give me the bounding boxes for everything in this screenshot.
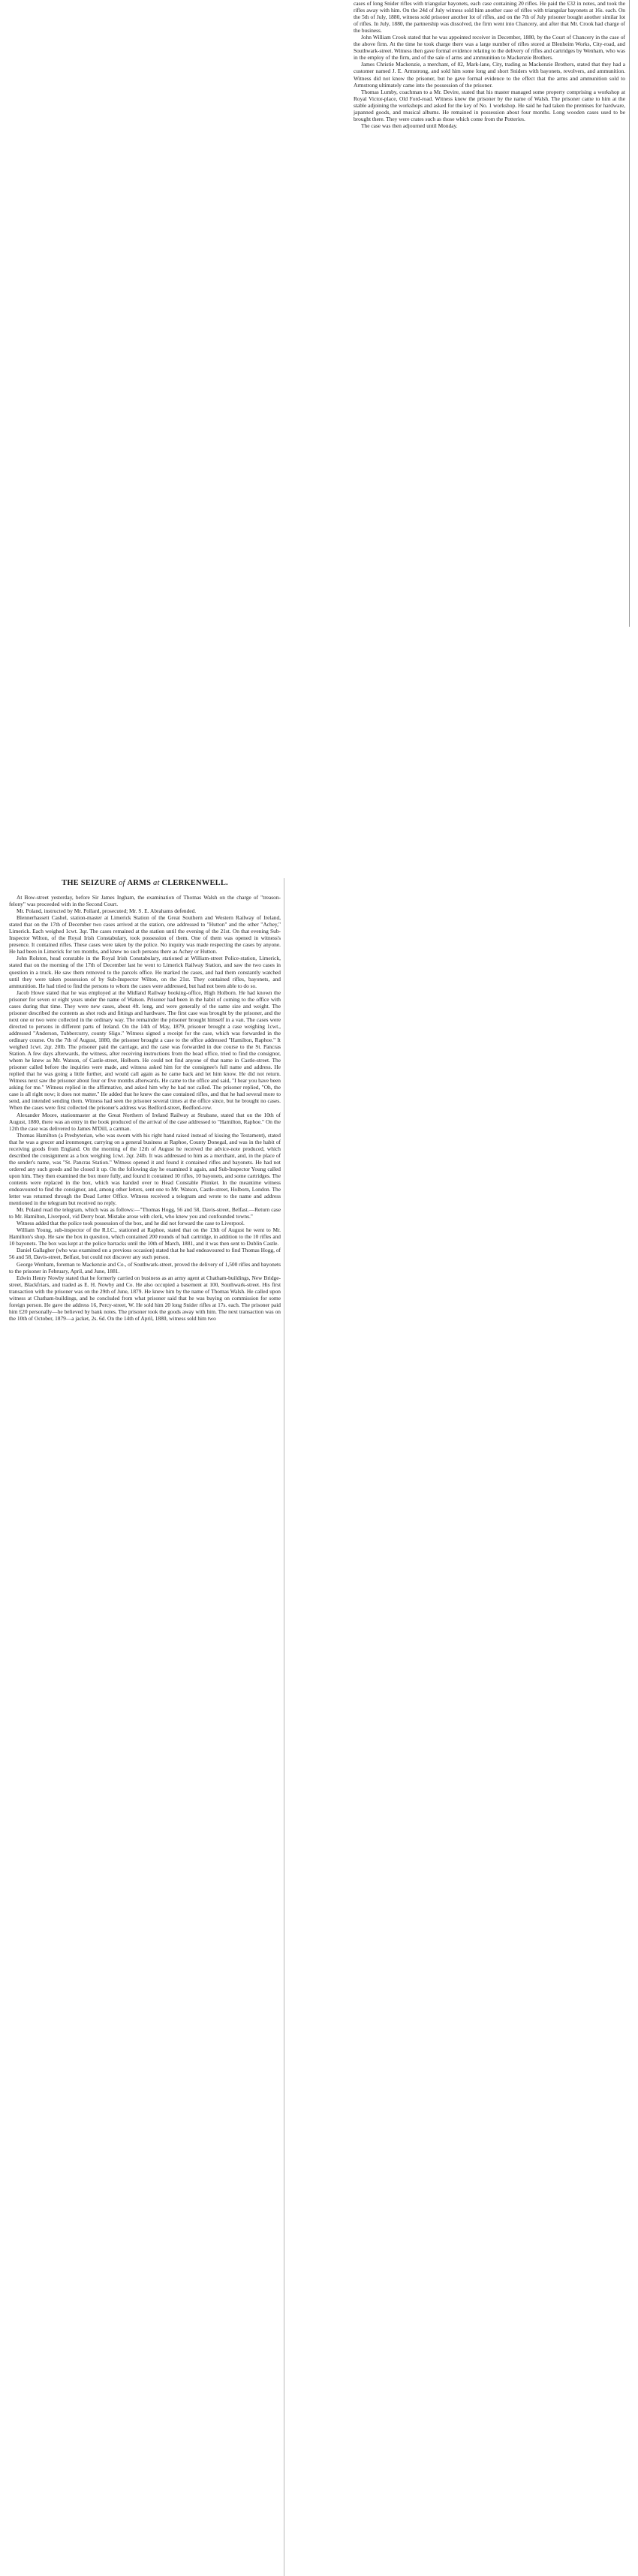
seizure-of-arms-article (9, 878, 281, 1322)
paragraph-hamilton-evidence: Thomas Hamilton (a Presbyterian, who was sworn with his right hand raised instead of kissing the Testament), stated that he was a grocer and ironmonger, carrying on a general business at Raphoe, County Donegal, and was in the habit of receiving goods from England. On the morning of the 12th of August he received the advice-note produced, which described the consignment as a box weighing 1cwt. 2qr. 24lb. It was addressed to him as a merchant, and, in the place of the sender's name, was "St. Pancras Station." Witness opened it and found it contained rifles and bayonets. He had not ordered any such goods and he closed it up. On the following day he examined it again, and Sub-Inspector Young called upon him. They then examined the box more fully, and found it contained 10 rifles, 10 bayonets, and some cartridges. The contents were replaced in the box, which was handed over to Head Constable Plunket. In the meantime witness endeavoured to find the consignor, and, among other letters, sent one to Mr. Watson, Castle-street, Holborn, London. The letter was returned through the Dead Letter Office. Witness received a telegram and wrote to the name and address mentioned in the telegram but received no reply. (9, 1131, 281, 1207)
paragraph-nowby-evidence: Edwin Henry Nowby stated that he formerly carried on business as an army agent at Chatham-buildings, New Bridge-street, Blackfriars, and traded as E. H. Nowby and Co. He also occupied a basement at 100, Southwark-street. His first transaction with the prisoner was on the 29th of June, 1879. He knew him by the name of Thomas Walsh. He called upon witness at Chatham-buildings, and he concluded from what prisoner said that he was buying on commission for some foreign person. He gave the address 16, Percy-street, W. He sold him 20 long Snider rifles at 17s. each. The prisoner paid him £20 personally—he believed by bank notes. The prisoner took the goods away with him. The next transaction was on the 10th of October, 1879—a jacket, 2s. 6d. On the 14th of April, 1880, witness sold him two (9, 1274, 281, 1322)
paragraph-young-evidence: William Young, sub-inspector of the R.I.C., stationed at Raphoe, stated that on the 13th of August he went to Mr. Hamilton's shop. He saw the box in question, which contained 200 rounds of ball cartridge, in addition to the 10 rifles and 10 bayonets. The box was kept at the police barracks until the 10th of March, 1881, and it was then sent to Dublin Castle. (9, 1226, 281, 1247)
paragraph-telegram: Mr. Poland read the telegram, which was as follows:—"Thomas Hogg, 56 and 58, Davis-street, Belfast.—Return case to Mr. Hamilton, Liverpool, vid Derry boat. Mistake arose with clerk, who knew you and confounded towns." (9, 1206, 281, 1220)
paragraph-mackenzie-evidence: James Christie Mackenzie, a merchant, of 82, Mark-lane, City, trading as Mackenzie Brothers, stated that they had a customer named J. E. Armstrong, and sold him some long and short Sniders with bayonets, revolvers, and ammunition. Witness did not know the prisoner, but he gave formal evidence to the effect that the arms and ammunition sold to Armstrong ultimately came into the possession of the prisoner. (354, 61, 625, 89)
headline-arms: ARMS (127, 879, 152, 887)
headline-seizure: SEIZURE (80, 879, 117, 887)
paragraph-lumby-evidence: Thomas Lumby, coachman to a Mr. Devire, stated that his master managed some property comprising a workshop at Royal Victor-place, Old Ford-road. Witness knew the prisoner by the name of Walsh. The prisoner came to him at the stable adjoining the workshops and asked for the key of No. 1 workshop. He said he had taken the premises for hardware, japanned goods, and musical albums. He remained in possession about four months. Long wooden cases used to be brought there. They were crates such as those which come from the Potteries. (354, 88, 625, 122)
headline-lead: THE (62, 879, 79, 887)
paragraph-gallagher-evidence: Daniel Gallagher (who was examined on a previous occasion) stated that he had endeavoured to find Thomas Hogg, of 56 and 58, Davis-street, Belfast, but could not discover any such person. (9, 1247, 281, 1261)
paragraph-counsel: Mr. Poland, instructed by Mr. Pollard, prosecuted; Mr. S. E. Abrahams defended. (17, 907, 197, 915)
paragraph-adjournment: The case was then adjourned until Monday. (361, 122, 458, 129)
headline-place: CLERKENWELL. (161, 879, 228, 887)
paragraph-moore-evidence: Alexander Moore, stationmaster at the Great Northern of Ireland Railway at Strabane, stated that on the 10th of August, 1880, there was an entry in the book produced of the arrival of the case addressed to "Hamilton, Raphoe." On the 12th the case was delivered to James M'Dill, a carman. (9, 1111, 281, 1132)
paragraph-wenham-evidence: George Wenham, foreman to Mackenzie and Co., of Southwark-street, proved the delivery of 1,500 rifles and bayonets to the prisoner in February, April, and June, 1881. (9, 1260, 281, 1274)
article-headline (9, 878, 281, 888)
paragraph-rifle-sales: cases of long Snider rifles with triangular bayonets, each case containing 20 rifles. He paid the £32 in notes, and took the rifles away with him. On the 24d of July witness sold him another case of rifles with triangular bayonets at 16s. each. On the 5th of July, 1880, witness sold prisoner another lot of rifles, and on the 7th of July prisoner bought another similar lot of rifles. In July, 1880, the partnership was dissolved, the firm went into Chancery, and after that Mr. Crook had charge of the business. (354, 0, 625, 35)
paragraph-police-possession: Witness added that the police took possession of the box, and he did not forward the case to Liverpool. (17, 1220, 245, 1227)
column-rule-right (629, 0, 630, 627)
paragraph-intro: At Bow-street yesterday, before Sir James Ingham, the examination of Thomas Walsh on the charge of "treason-felony" was proceeded with in the Second Court. (9, 894, 281, 908)
paragraph-cashel-evidence: Blennerhassett Cashel, station-master at Limerick Station of the Great Southern and Western Railway of Ireland, stated that on the 17th of December two cases arrived at the station, one addressed to "Hutton" and the other "Achey," Limerick. Each weighed 1cwt. 3qr. The cases remained at the station until the evening of the 21st. On that evening Sub-Inspector Wilton, of the Royal Irish Constabulary, took possession of them. One of them was opened in witness's presence. It contained rifles. These cases were taken by the police. No inquiry was made respecting the cases by anyone. He had been in Limerick for ten months, and knew no such persons there as Achey or Hutton. (9, 914, 281, 955)
continued-report-column (354, 0, 625, 129)
headline-at: at (153, 879, 160, 887)
paragraph-crook-evidence: John William Crook stated that he was appointed receiver in December, 1880, by the Court of Chancery in the case of the above firm. At the time he took charge there was a large number of rifles stored at Blenheim Works, City-road, and Southwark-street. Witness then gave formal evidence relating to the delivery of rifles and cartridges by Wenham, who was in the employ of the firm, and of the sale of arms and ammunition to Mackenzie Brothers. (354, 34, 625, 62)
paragraph-rolston-evidence: John Rolston, head constable in the Royal Irish Constabulary, stationed at William-street Police-station, Limerick, stated that on the morning of the 17th of December last he went to Limerick Railway Station, and saw the two cases in question in a truck. He saw them removed to the parcels office. He marked the cases, and had them constantly watched until they were taken possession of by Sub-Inspector Wilton, on the 21st. They contained rifles, bayonets, and ammunition. He had tried to find the persons to whom the cases were addressed, but had not been able to do so. (9, 955, 281, 989)
paragraph-howe-evidence: Jacob Howe stated that he was employed at the Midland Railway booking-office, High Holborn. He had known the prisoner for seven or eight years under the name of Watson. Prisoner had been in the habit of coming to the office with cases during that time. They were new cases, about 4ft. long, and were generally of the same size and weight. The prisoner described the contents as shot rods and fittings and hardware. The first case was brought by the prisoner, and the next one or two were collected in the ordinary way. The remainder the prisoner brought himself in a van. The cases were directed to persons in different parts of Ireland. On the 14th of May, 1879, prisoner brought a case weighing 1cwt., addressed "Anderson, Tubbercurry, county Sligo." Witness signed a receipt for the case, which was forwarded in the ordinary course. On the 7th of August, 1880, the prisoner brought a case to the office addressed "Hamilton, Raphoe." It weighed 1cwt. 2qr. 20lb. The prisoner paid the carriage, and the case was forwarded in due course to the St. Pancras Station. A few days afterwards, the witness, after receiving instructions from the head office, tried to find the consignor, whom he knew as Mr. Watson, of Castle-street, Holborn. He could not find anyone of that name in Castle-street. The prisoner called before the inquiries were made, and witness asked him for the consignee's full name and address. He replied that he was going a little further, and would call again as he came back and let him know. He did not return. Witness next saw the prisoner about four or five months afterwards. He came to the office and said, "I hear you have been asking for me." Witness replied in the affirmative, and asked him why he had not called. The prisoner replied, "Oh, the case is all right now; it does not matter." He added that he knew the case contained rifles, and that he had several more to send, and intended sending them. Witness had seen the prisoner several times at the office since, but he brought no cases. When the cases were first collected the prisoner's address was Bedford-street, Bedford-row. (9, 989, 281, 1112)
headline-of: of (119, 879, 125, 887)
